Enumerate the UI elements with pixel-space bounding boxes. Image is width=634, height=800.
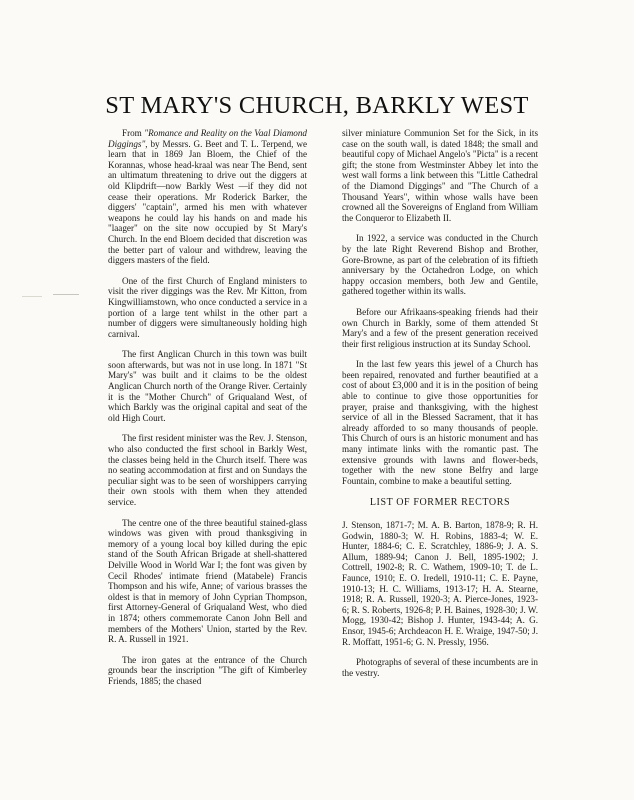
paragraph-communion-set: silver miniature Communion Set for the Sick, in its case on the south wall, is dated 1848; the small and beautiful copy of Michael Angelo's "Picta" is a recent gift; the stone from Westminster Abbey let into the west wall forms a link between this "Little Cathedral of the Diamond Diggings" and "The Church of a Thousand Years", within whose walls have been crowned all the Sovereigns of England from William the Conqueror to Elizabeth II. [342,128,538,223]
rectors-heading: LIST OF FORMER RECTORS [369,497,511,509]
scan-mark [22,296,42,297]
page-title: ST MARY'S CHURCH, BARKLY WEST [105,92,529,119]
paragraph-first-ministers: One of the first Church of England ministers to visit the river diggings was the Rev. Mr Kitton, from Kingwilliamstown, who once conducted a service in a portion of a large tent whilst in the other part a number of diggers were simultaneously holding high carnival. [108,275,307,339]
paragraph-first-resident-minister: The first resident minister was the Rev. J. Stenson, who also conducted the first school in Barkly West, the classes being held in the Church itself. There was no seating accommodation at first and on Sundays the peculiar sight was to be seen of worshippers carrying their own stools with them when they attended service. [108,433,307,507]
right-column [342,128,538,688]
left-column [108,128,307,697]
paragraph-1922-service: In 1922, a service was conducted in the Church by the late Right Reverend Bishop and Brother, Gore-Browne, as part of the celebration of its fiftieth anniversary by the Octahedron Lodge, on which happy occasion members, both Jew and Gentile, gathered together within its walls. [342,233,538,297]
source-title: "Romance and Reality on the Vaal Diamond Diggings" [108,128,307,149]
paragraph-iron-gates: The iron gates at the entrance of the Church grounds bear the inscription "The gift of Kimberley Friends, 1885; the chased [108,654,307,686]
paragraph-photographs: Photographs of several of these incumbents are in the vestry. [342,657,538,678]
scan-mark [53,294,79,295]
paragraph-afrikaans-friends: Before our Afrikaans-speaking friends had their own Church in Barkly, some of them attended St Mary's and a few of the present generation received their first religious instruction at its Sunday School. [342,306,538,349]
paragraph-first-church: The first Anglican Church in this town was built soon afterwards, but was not in use long. In 1871 "St Mary's" was built and it claims to be the oldest Anglican Church north of the Orange River. Certainly it is the "Mother Church" of Griqualand West, of which Barkly was the original capital and seat of the old High Court. [108,349,307,423]
paragraph-windows-and-brasses: The centre one of the three beautiful stained-glass windows was given with proud thanksgiving in memory of a young local boy killed during the epic stand of the South African Brigade at shell-shattered Delville Wood in World War I; the font was given by Cecil Rhodes' intimate friend (Matabele) Francis Thompson and his wife, Anne; of various brasses the oldest is that in memory of John Cyprian Thompson, first Attorney-General of Griqualand West, who died in 1874; others commemorate Canon John Bell and members of the Mothers' Union, started by the Rev. R. A. Russell in 1921. [108,517,307,645]
rectors-list: J. Stenson, 1871-7; M. A. B. Barton, 1878-9; R. H. Godwin, 1880-3; W. H. Robins, 1883-4; W. E. Hunter, 1884-6; C. E. Scratchley, 1886-9; J. A. S. Allum, 1889-94; Canon J. Bell, 1895-1902; J. Cottrell, 1902-8; R. C. Wathem, 1909-10; T. de L. Faunce, 1910; E. O. Iredell, 1910-11; C. E. Payne, 1910-13; H. C. Williams, 1913-17; H. A. Stearne, 1918; R. A. Russell, 1920-3; A. Pierce-Jones, 1923-6; R. S. Roberts, 1926-8; P. H. Baines, 1928-30; J. W. Mogg, 1930-42; Bishop J. Hunter, 1943-44; A. G. Ensor, 1945-6; Archdeacon H. E. Wraige, 1947-50; J. R. Moffatt, 1951-6; G. N. Pressly, 1956. [342,520,538,647]
paragraph-restoration: In the last few years this jewel of a Church has been repaired, renovated and further beautified at a cost of about £3,000 and it is in the position of being able to continue to give those opportunities for prayer, praise and thanksgiving, with the highest service of all in the Blessed Sacrament, that it has already afforded to so many thousands of people. This Church of ours is an historic monument and has many intimate links with the romantic past. The extensive grounds with lawns and flower-beds, together with the new stone Belfry and large Fountain, combine to make a beautiful setting. [342,359,538,486]
paragraph-origins: From "Romance and Reality on the Vaal Diamond Diggings", by Messrs. G. Beet and T. L. Terpend, we learn that in 1869 Jan Bloem, the Chief of the Korannas, whose head-kraal was near The Bend, sent an ultimatum threatening to drive out the diggers at old Klipdrift—now Barkly West —if they did not cease their operations. Mr Roderick Barker, the diggers' "captain", armed his men with whatever weapons he could lay his hands on and made his "laager" on the site now occupied by St Mary's Church. In the end Bloem decided that discretion was the better part of valour and withdrew, leaving the diggers masters of the field. [108,128,307,266]
